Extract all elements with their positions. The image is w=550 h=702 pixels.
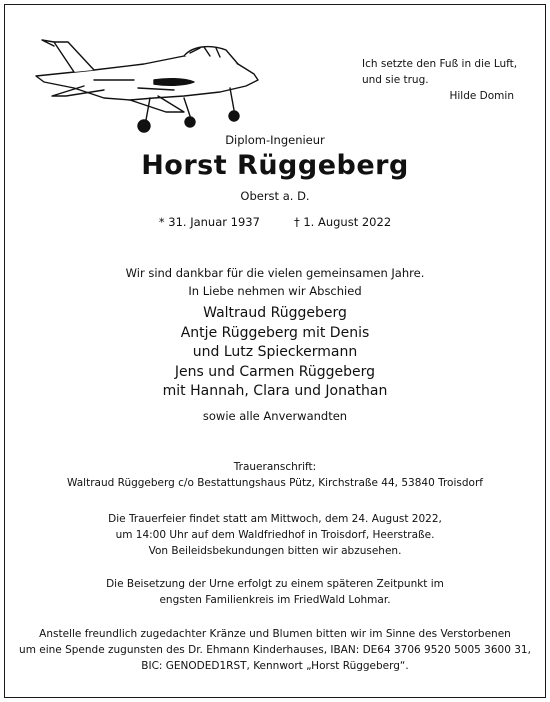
donation-info bbox=[0, 626, 550, 674]
relatives-text: sowie alle Anverwandten bbox=[202, 409, 348, 423]
thanks-line: Wir sind dankbar für die vielen gemeinsamen Jahre. bbox=[125, 266, 425, 280]
ceremony-line: Die Trauerfeier findet statt am Mittwoch, dem 24. August 2022, bbox=[108, 513, 442, 525]
family-member: Antje Rüggeberg mit Denis bbox=[180, 324, 370, 341]
donation-line: um eine Spende zugunsten des Dr. Ehmann Kinderhauses, IBAN: DE64 3706 9520 5005 3600 31, bbox=[19, 644, 531, 656]
deceased-rank: Oberst a. D. bbox=[240, 189, 310, 203]
address-label: Traueranschrift: bbox=[233, 461, 317, 473]
family-member: Jens und Carmen Rüggeberg bbox=[174, 363, 376, 380]
mourning-address bbox=[0, 459, 550, 491]
burial-info bbox=[0, 576, 550, 608]
ceremony-line: Von Beileidsbekundungen bitten wir abzusehen. bbox=[148, 545, 402, 557]
burial-line: engsten Familienkreis im FriedWald Lohmar. bbox=[159, 594, 391, 606]
ceremony-info bbox=[0, 511, 550, 559]
life-dates bbox=[0, 215, 550, 229]
address-text: Waltraud Rüggeberg c/o Bestattungshaus Pütz, Kirchstraße 44, 53840 Troisdorf bbox=[67, 477, 483, 489]
quote-line: Ich setzte den Fuß in die Luft, bbox=[362, 58, 518, 70]
family-member: Waltraud Rüggeberg bbox=[203, 305, 347, 321]
donation-line: Anstelle freundlich zugedachter Kränze und Blumen bitten wir im Sinne des Verstorbenen bbox=[39, 628, 511, 640]
deceased-title: Diplom-Ingenieur bbox=[225, 133, 325, 147]
quote-author: Hilde Domin bbox=[449, 90, 514, 102]
jet-plane-icon bbox=[34, 36, 264, 140]
quote-line: und sie trug. bbox=[362, 74, 429, 86]
family-member: und Lutz Spieckermann bbox=[192, 344, 358, 360]
thanks-text bbox=[0, 264, 550, 300]
epigraph-quote bbox=[362, 56, 522, 104]
thanks-line: In Liebe nehmen wir Abschied bbox=[188, 284, 362, 298]
donation-line: BIC: GENODED1RST, Kennwort „Horst Rüggeberg“. bbox=[141, 660, 409, 672]
family-member: mit Hannah, Clara und Jonathan bbox=[162, 383, 388, 399]
deceased-name: Horst Rüggeberg bbox=[141, 150, 409, 181]
family-list bbox=[0, 304, 550, 402]
death-date: † 1. August 2022 bbox=[293, 215, 392, 229]
ceremony-line: um 14:00 Uhr auf dem Waldfriedhof in Troisdorf, Heerstraße. bbox=[115, 529, 435, 541]
birth-date: * 31. Januar 1937 bbox=[158, 215, 260, 229]
burial-line: Die Beisetzung der Urne erfolgt zu einem späteren Zeitpunkt im bbox=[106, 578, 444, 590]
